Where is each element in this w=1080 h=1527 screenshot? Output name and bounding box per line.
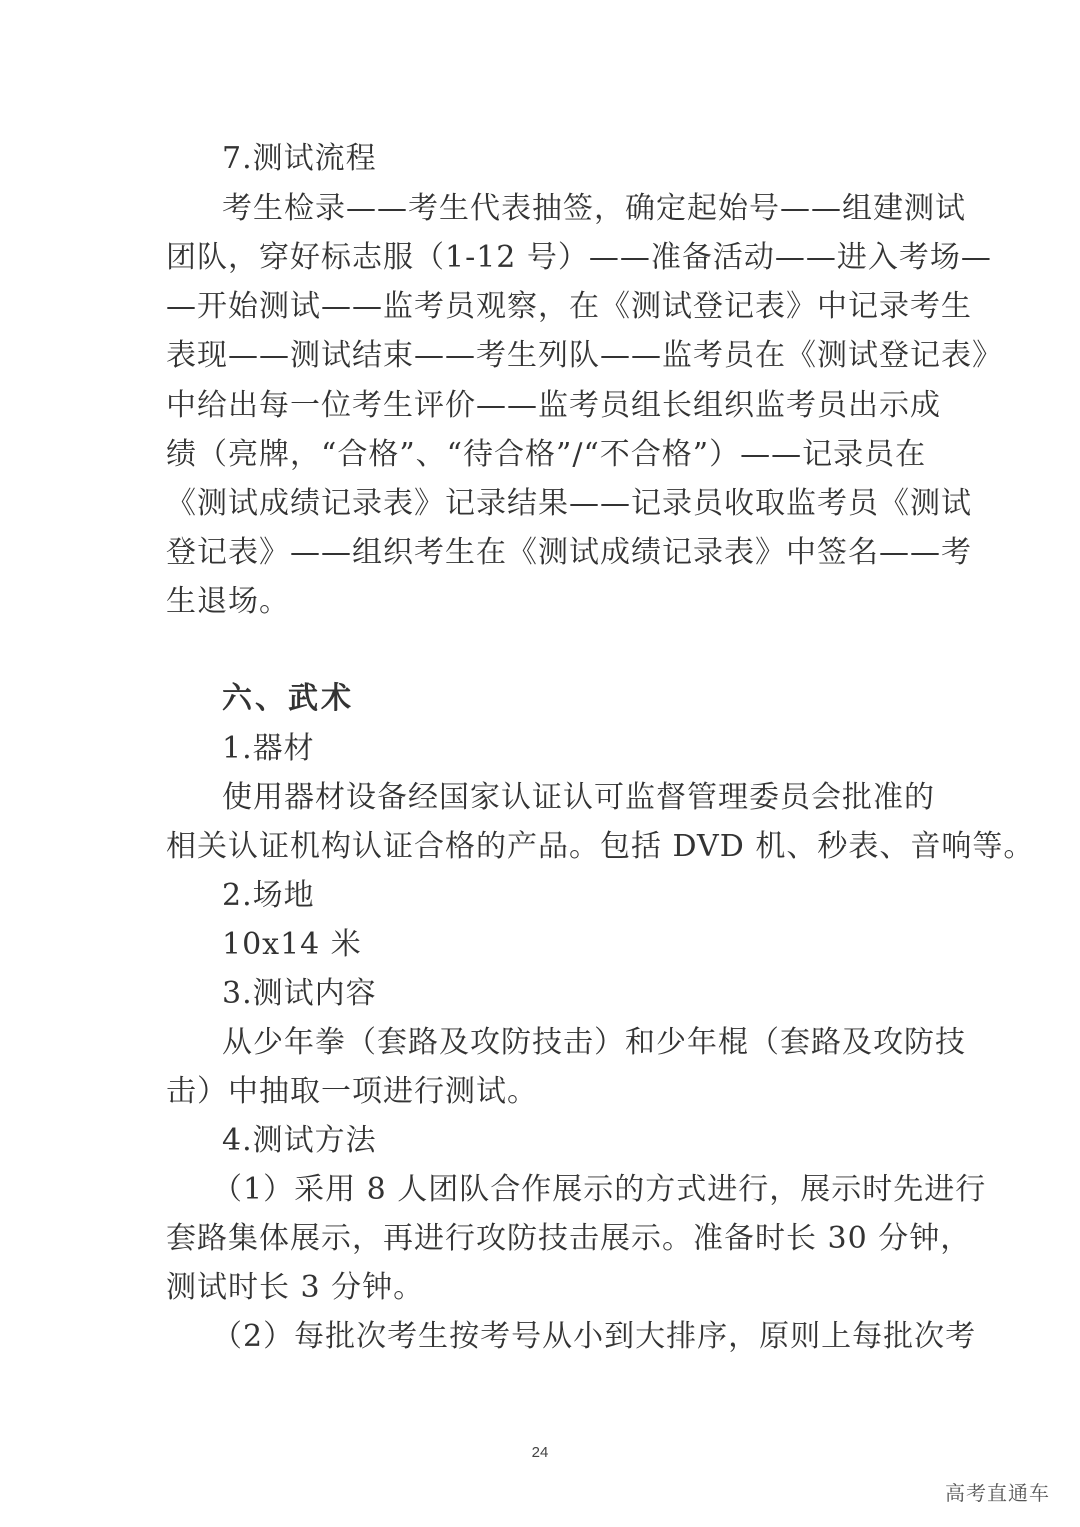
paragraph-line: 考生检录——考生代表抽签，确定起始号——组建测试 [222, 191, 966, 226]
venue-size: 10x14 米 [222, 927, 362, 962]
section-title-test-method: 4.测试方法 [222, 1123, 377, 1158]
paragraph-line: 生退场。 [166, 584, 290, 619]
paragraph-line: 套路集体展示，再进行攻防技击展示。准备时长 30 分钟， [166, 1221, 972, 1256]
paragraph-line: 击）中抽取一项进行测试。 [166, 1074, 538, 1109]
watermark-text: 高考直通车 [945, 1481, 1050, 1505]
section-title-equipment: 1.器材 [222, 731, 315, 766]
section-heading-wushu: 六、武术 [222, 681, 354, 716]
paragraph-line: —开始测试——监考员观察，在《测试登记表》中记录考生 [166, 289, 972, 324]
paragraph-line: 使用器材设备经国家认证认可监督管理委员会批准的 [222, 780, 935, 815]
paragraph-line: 登记表》——组织考生在《测试成绩记录表》中签名——考 [166, 535, 972, 570]
paragraph-line: 相关认证机构认证合格的产品。包括 DVD 机、秒表、音响等。 [166, 829, 1035, 864]
paragraph-line: 测试时长 3 分钟。 [166, 1270, 425, 1305]
paragraph-line: 从少年拳（套路及攻防技击）和少年棍（套路及攻防技 [222, 1025, 966, 1060]
paragraph-line: 表现——测试结束——考生列队——监考员在《测试登记表》 [166, 338, 1003, 373]
page-number: 24 [531, 1444, 549, 1461]
section-title-venue: 2.场地 [222, 878, 315, 913]
section-title-test-procedure: 7.测试流程 [222, 141, 377, 176]
paragraph-line: 团队，穿好标志服（1-12 号）——准备活动——进入考场— [166, 240, 992, 275]
section-title-test-content: 3.测试内容 [222, 976, 377, 1011]
paragraph-line: 中给出每一位考生评价——监考员组长组织监考员出示成 [166, 388, 941, 423]
paragraph-line: 《测试成绩记录表》记录结果——记录员收取监考员《测试 [166, 486, 972, 521]
paragraph-line: （1）采用 8 人团队合作展示的方式进行，展示时先进行 [212, 1172, 987, 1207]
paragraph-line: 绩（亮牌，“合格”、“待合格”/“不合格”）——记录员在 [166, 437, 927, 472]
paragraph-line: （2）每批次考生按考号从小到大排序，原则上每批次考 [212, 1319, 977, 1354]
